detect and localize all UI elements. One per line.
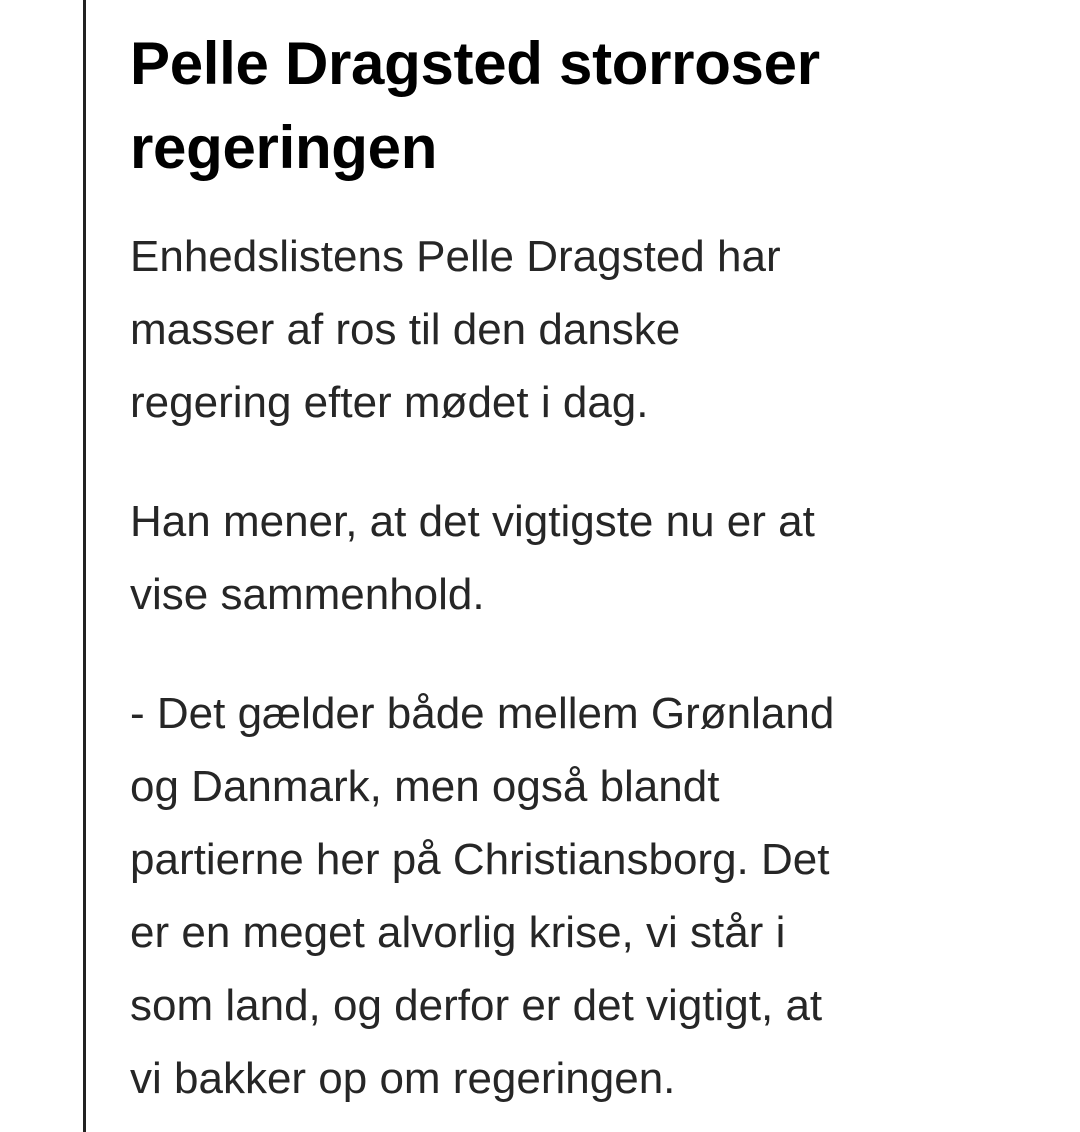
article-paragraph-1: Enhedslistens Pelle Dragsted har masser af ros til den danske regering efter mødet i dag. <box>130 232 781 427</box>
article-paragraph-2: Han mener, at det vigtigste nu er at vise sammenhold. <box>130 497 815 619</box>
article-headline: Pelle Dragsted storroser regeringen <box>130 30 820 181</box>
article-paragraph-3: - Det gælder både mellem Grønland og Danmark, men også blandt partierne her på Christiansborg. Det er en meget alvorlig krise, vi står i som land, og derfor er det vigtigt, at vi bakker op om regeringen. <box>130 689 835 1103</box>
live-blog-entry <box>130 22 950 1132</box>
timeline-line <box>83 0 86 1132</box>
